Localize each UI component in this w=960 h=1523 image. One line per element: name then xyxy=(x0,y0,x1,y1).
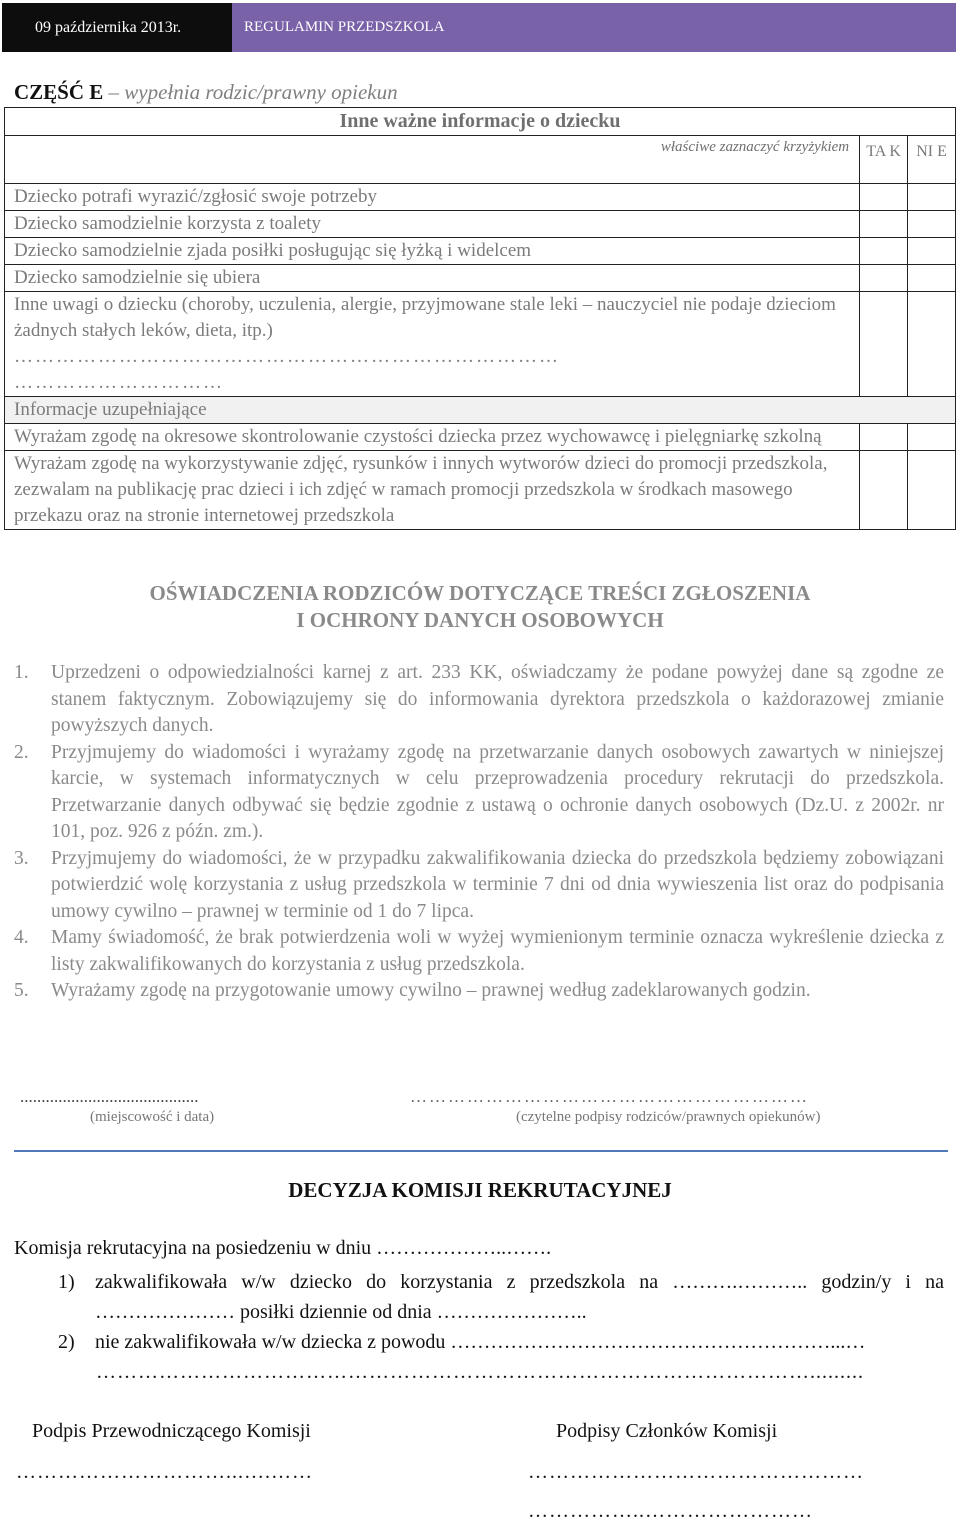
item-text: Przyjmujemy do wiadomości, że w przypadku zakwalifikowania dziecka do przedszkola będziemy zobowiązani potwierdzić wolę korzystania z usług przedszkola w terminie 7 dni od dnia wywieszenia list oraz do podpisania umowy cywilno – prawnej w terminie od 1 do 7 lipca. xyxy=(51,847,944,922)
list-item xyxy=(14,925,944,978)
item-text: Uprzedzeni o odpowiedzialności karnej z art. 233 KK, oświadczamy że podane powyżej dane są zgodne ze stanem faktycznym. Zobowiązujemy się do informowania dyrektora przedszkola o każdorazowej zmianie powyższych danych. xyxy=(51,662,944,736)
decision-list xyxy=(58,1267,944,1357)
item-number: 5. xyxy=(14,980,29,1001)
consent-photos-publication: Wyrażam zgodę na wykorzystywanie zdjęć, rysunków i innych wytworów dzieci do promocji przedszkola, zezwalam na publikację prac dzieci i ich zdjęć w ramach promocji przedszkola w środkach masowego przekazu oraz na stronie internetowej przedszkola xyxy=(5,451,860,530)
table-row xyxy=(5,292,956,397)
chair-signature-field[interactable]: …………………………...….…… xyxy=(16,1461,313,1483)
question-express-needs: Dziecko potrafi wyrazić/zgłosić swoje potrzeby xyxy=(5,184,860,211)
item-text: Mamy świadomość, że brak potwierdzenia woli w wyżej wymienionym terminie oznacza wykreślenie dziecka z listy zakwalifikowanych do korzystania z usług przedszkola. xyxy=(51,927,944,975)
item-number: 4. xyxy=(14,927,29,948)
yes-checkbox[interactable] xyxy=(860,265,908,292)
other-notes-dots-1: …………………………………………………………………… xyxy=(14,346,560,367)
item-number: 1) xyxy=(58,1271,75,1293)
yes-checkbox[interactable] xyxy=(860,424,908,451)
question-dressing: Dziecko samodzielnie się ubiera xyxy=(5,265,860,292)
header-date: 09 października 2013r. xyxy=(2,3,232,52)
info-table xyxy=(4,107,956,530)
header-title: REGULAMIN PRZEDSZKOLA xyxy=(232,3,956,52)
yes-checkbox[interactable] xyxy=(860,238,908,265)
declarations-heading xyxy=(0,580,960,634)
place-date-field[interactable]: .......................................... xyxy=(20,1087,199,1106)
page-header xyxy=(0,0,960,55)
consent-hygiene-check: Wyrażam zgodę na okresowe skontrolowanie czystości dziecka przez wychowawcę i pielęgniarkę szkolną xyxy=(5,424,860,451)
info-table-title: Inne ważne informacje o dziecku xyxy=(5,108,956,136)
item-text: Wyrażamy zgodę na przygotowanie umowy cywilno – prawnej według zadeklarowanych godzin. xyxy=(51,980,811,1001)
part-label: CZĘŚĆ E xyxy=(14,80,104,104)
no-checkbox[interactable] xyxy=(908,451,956,530)
other-notes-cell[interactable] xyxy=(5,292,860,397)
parent-signature-field[interactable]: ……………………………………………………… xyxy=(410,1087,809,1106)
item-number: 2. xyxy=(14,741,29,763)
parent-signature-caption: (czytelne podpisy rodziców/prawnych opiekunów) xyxy=(516,1109,821,1125)
no-checkbox[interactable] xyxy=(908,265,956,292)
supplementary-info-heading: Informacje uzupełniające xyxy=(5,397,956,424)
declarations-heading-line2: I OCHRONY DANYCH OSOBOWYCH xyxy=(296,608,664,632)
item-number: 3. xyxy=(14,847,29,869)
no-checkbox[interactable] xyxy=(908,292,956,397)
yes-checkbox[interactable] xyxy=(860,184,908,211)
declarations-list xyxy=(14,660,944,1005)
yes-checkbox[interactable] xyxy=(860,211,908,238)
no-checkbox[interactable] xyxy=(908,238,956,265)
section-divider xyxy=(14,1150,948,1152)
chair-signature-label: Podpis Przewodniczącego Komisji xyxy=(32,1420,311,1442)
place-date-caption: (miejscowość i data) xyxy=(90,1109,215,1125)
table-row xyxy=(5,451,956,530)
no-checkbox[interactable] xyxy=(908,424,956,451)
yes-column-header: TA K xyxy=(860,136,908,184)
list-item xyxy=(14,978,944,1005)
item-text: zakwalifikowała w/w dziecko do korzystania z przedszkola na ……….……….. godzin/y i na ………………… posiłki dziennie od dnia ………………….. xyxy=(95,1271,944,1323)
list-item xyxy=(14,740,944,846)
reason-continuation-field[interactable]: …………………………………………………………………………………………......... xyxy=(96,1361,864,1383)
commission-session-line[interactable]: Komisja rekrutacyjna na posiedzeniu w dniu ………………..……. xyxy=(14,1237,552,1259)
table-row xyxy=(5,424,956,451)
item-text: nie zakwalifikowała w/w dziecka z powodu …………………………………………………...… xyxy=(95,1331,866,1353)
members-signature-label: Podpisy Członków Komisji xyxy=(556,1420,778,1442)
item-text: Przyjmujemy do wiadomości i wyrażamy zgodę na przetwarzanie danych osobowych zawartych w niniejszej karcie, w systemach informatycznych w celu przeprowadzenia procedury rekrutacji do przedszkola. Przetwarzanie danych odbywać się będzie zgodnie z ustawą o ochronie danych osobowych (Dz.U. z 2002r. nr 101, poz. 926 z późn. zm.). xyxy=(51,741,944,842)
yes-checkbox[interactable] xyxy=(860,451,908,530)
table-row xyxy=(5,211,956,238)
table-row xyxy=(5,238,956,265)
part-title xyxy=(14,80,398,105)
question-eating: Dziecko samodzielnie zjada posiłki posługując się łyżką i widelcem xyxy=(5,238,860,265)
mark-instruction: właściwe zaznaczyć krzyżykiem xyxy=(5,136,860,184)
table-row xyxy=(5,397,956,424)
members-signature-field-2[interactable]: ……………..…………………… xyxy=(528,1500,813,1522)
list-item[interactable] xyxy=(58,1327,944,1357)
no-column-header: NI E xyxy=(908,136,956,184)
table-row xyxy=(5,265,956,292)
no-checkbox[interactable] xyxy=(908,211,956,238)
list-item xyxy=(14,660,944,740)
list-item[interactable] xyxy=(58,1267,944,1327)
declarations-heading-line1: OŚWIADCZENIA RODZICÓW DOTYCZĄCE TREŚCI ZGŁOSZENIA xyxy=(149,581,811,605)
part-dash: – xyxy=(108,80,120,104)
part-subtitle: wypełnia rodzic/prawny opiekun xyxy=(124,80,398,104)
question-toilet: Dziecko samodzielnie korzysta z toalety xyxy=(5,211,860,238)
item-number: 2) xyxy=(58,1331,75,1353)
members-signature-field-1[interactable]: ………………………………………… xyxy=(528,1461,864,1483)
no-checkbox[interactable] xyxy=(908,184,956,211)
other-notes-dots-2: ………………………… xyxy=(14,372,224,393)
list-item xyxy=(14,846,944,926)
yes-checkbox[interactable] xyxy=(860,292,908,397)
table-row xyxy=(5,184,956,211)
item-number: 1. xyxy=(14,662,29,683)
other-notes-label: Inne uwagi o dziecku (choroby, uczulenia, alergie, przyjmowane stale leki – nauczyciel nie podaje dzieciom żadnych stałych leków, dieta, itp.) xyxy=(14,294,836,341)
decision-title: DECYZJA KOMISJI REKRUTACYJNEJ xyxy=(288,1178,672,1202)
